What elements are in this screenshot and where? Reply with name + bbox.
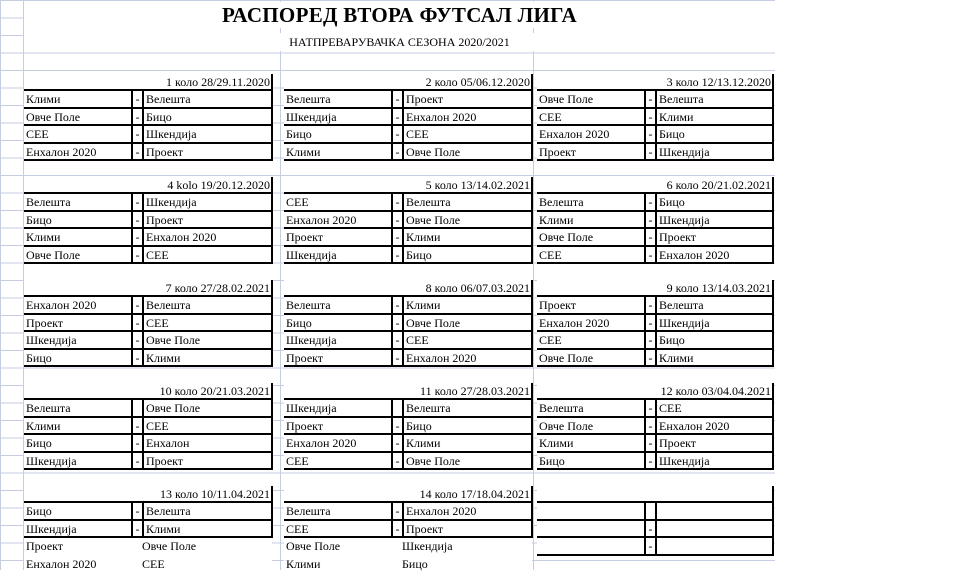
match-separator: - <box>391 453 402 469</box>
match-row <box>537 453 773 471</box>
home-team: Проект <box>284 418 391 434</box>
match-row <box>537 212 773 230</box>
match-separator: - <box>644 126 655 142</box>
round-header: 5 коло 13/14.02.2021 <box>284 177 532 194</box>
match-separator: - <box>644 538 655 554</box>
away-team: Бицо <box>655 194 773 210</box>
match-separator: - <box>644 315 655 331</box>
match-row <box>24 109 272 127</box>
match-separator: - <box>131 521 142 537</box>
match-row <box>284 194 532 212</box>
match-row <box>24 315 272 333</box>
match-separator: - <box>644 418 655 434</box>
home-team: Овче Поле <box>537 418 644 434</box>
home-team: СЕЕ <box>537 332 644 348</box>
round-header: 9 коло 13/14.03.2021 <box>537 280 773 297</box>
match-separator: - <box>391 521 402 537</box>
match-separator: - <box>644 194 655 210</box>
home-team: Бицо <box>24 503 131 519</box>
match-row <box>537 503 773 521</box>
match-separator: - <box>131 332 142 348</box>
away-team: Бицо <box>142 109 272 125</box>
round-header: 3 коло 12/13.12.2020 <box>537 74 773 91</box>
round-header: 7 коло 27/28.02.2021 <box>24 280 272 297</box>
away-team: Бицо <box>402 418 532 434</box>
round-header: 14 коло 17/18.04.2021 <box>284 486 532 503</box>
round-block <box>284 280 532 367</box>
home-team: Клими <box>537 435 644 451</box>
match-separator: - <box>644 91 655 107</box>
away-team: Бицо <box>402 247 532 263</box>
match-row <box>284 350 532 368</box>
round-border <box>772 486 774 556</box>
match-separator: - <box>391 315 402 331</box>
match-row <box>24 126 272 144</box>
gridline <box>533 0 534 570</box>
match-row <box>24 453 272 471</box>
match-separator <box>391 556 400 573</box>
round-block <box>537 280 773 367</box>
match-row <box>24 350 272 368</box>
home-team: Шкендија <box>284 109 391 125</box>
match-row <box>284 400 532 418</box>
away-team: Проект <box>142 453 272 469</box>
match-separator <box>131 538 140 556</box>
round-border <box>271 177 273 264</box>
away-team: Енхалон <box>142 435 272 451</box>
away-team: Енхалон 2020 <box>402 350 532 366</box>
match-separator: - <box>391 229 402 245</box>
home-team: СЕЕ <box>24 126 131 142</box>
round-border <box>531 74 533 161</box>
match-row <box>537 91 773 109</box>
away-team: Шкендија <box>655 212 773 228</box>
match-row <box>24 400 272 418</box>
match-row <box>537 247 773 265</box>
match-row <box>537 109 773 127</box>
away-team <box>655 538 773 554</box>
match-separator: - <box>391 91 402 107</box>
home-team: Бицо <box>284 126 391 142</box>
match-separator: - <box>131 229 142 245</box>
away-team: Овче Поле <box>402 212 532 228</box>
round-header: 1 коло 28/29.11.2020 <box>24 74 272 91</box>
match-separator: - <box>131 435 142 451</box>
home-team <box>537 521 644 537</box>
match-row <box>284 229 532 247</box>
match-separator: - <box>131 91 142 107</box>
away-team: Енхалон 2020 <box>655 418 773 434</box>
match-separator: - <box>644 453 655 469</box>
round-border <box>271 486 273 538</box>
round-block <box>537 74 773 161</box>
round-block <box>24 280 272 367</box>
match-row <box>24 538 272 556</box>
match-separator: - <box>391 418 402 434</box>
match-row <box>24 297 272 315</box>
match-row <box>24 556 272 573</box>
match-separator: - <box>644 212 655 228</box>
home-team: Клими <box>24 229 131 245</box>
match-separator: - <box>644 435 655 451</box>
home-team: Овче Поле <box>284 538 391 556</box>
match-separator <box>131 400 142 416</box>
round-block <box>24 486 272 573</box>
away-team: Бицо <box>655 126 773 142</box>
round-border <box>271 383 273 470</box>
away-team: Клими <box>655 350 773 366</box>
away-team: Клими <box>655 109 773 125</box>
round-border <box>271 280 273 367</box>
round-header: 12 коло 03/04.04.2021 <box>537 383 773 400</box>
round-header: 13 коло 10/11.04.2021 <box>24 486 272 503</box>
match-row <box>24 144 272 162</box>
round-block <box>24 74 272 161</box>
round-border <box>772 74 774 161</box>
round-border <box>772 280 774 367</box>
home-team <box>537 538 644 554</box>
match-row <box>24 332 272 350</box>
match-row <box>24 212 272 230</box>
round-border <box>531 383 533 470</box>
round-block <box>284 74 532 161</box>
round-border <box>531 280 533 367</box>
away-team: Проект <box>402 91 532 107</box>
match-separator: - <box>391 247 402 263</box>
home-team: Овче Поле <box>24 247 131 263</box>
away-team: Овче Поле <box>142 400 272 416</box>
match-separator: - <box>131 212 142 228</box>
match-separator: - <box>644 350 655 366</box>
away-team: Овче Поле <box>142 332 272 348</box>
match-row <box>537 126 773 144</box>
away-team: Енхалон 2020 <box>402 109 532 125</box>
away-team: Бицо <box>400 556 532 573</box>
match-row <box>537 521 773 539</box>
match-separator <box>391 538 400 556</box>
page-subtitle: НАТПРЕВАРУВАЧКА СЕЗОНА 2020/2021 <box>24 33 775 51</box>
round-block <box>284 486 532 573</box>
away-team: СЕЕ <box>402 126 532 142</box>
match-separator: - <box>131 194 142 210</box>
round-header: 8 коло 06/07.03.2021 <box>284 280 532 297</box>
match-separator: - <box>131 315 142 331</box>
away-team: Проект <box>142 144 272 160</box>
match-separator: - <box>131 453 142 469</box>
away-team: СЕЕ <box>142 315 272 331</box>
match-separator: - <box>131 247 142 263</box>
match-separator: - <box>644 400 655 416</box>
match-separator: - <box>131 418 142 434</box>
match-row <box>284 538 532 556</box>
away-team: Шкендија <box>655 453 773 469</box>
away-team: Шкендија <box>655 144 773 160</box>
match-separator: - <box>131 144 142 160</box>
home-team: СЕЕ <box>284 521 391 537</box>
away-team: Енхалон 2020 <box>142 229 272 245</box>
home-team: Овче Поле <box>537 91 644 107</box>
match-row <box>284 297 532 315</box>
match-row <box>24 418 272 436</box>
away-team: Велешта <box>142 91 272 107</box>
round-block <box>537 177 773 264</box>
round-border <box>271 74 273 161</box>
home-team: Велешта <box>24 400 131 416</box>
home-team: СЕЕ <box>537 109 644 125</box>
match-row <box>537 350 773 368</box>
away-team: Шкендија <box>142 194 272 210</box>
away-team: Клими <box>142 350 272 366</box>
home-team: Клими <box>284 556 391 573</box>
match-separator <box>644 503 655 519</box>
round-header <box>537 486 773 503</box>
away-team: Енхалон 2020 <box>655 247 773 263</box>
match-separator: - <box>131 297 142 313</box>
round-block <box>537 383 773 470</box>
home-team: Проект <box>537 297 644 313</box>
home-team: Енхалон 2020 <box>284 212 391 228</box>
away-team: Проект <box>655 435 773 451</box>
match-row <box>284 418 532 436</box>
home-team: Велешта <box>284 503 391 519</box>
home-team: Клими <box>24 418 131 434</box>
match-separator: - <box>644 521 655 537</box>
match-row <box>284 212 532 230</box>
home-team: Клими <box>537 212 644 228</box>
away-team: Проект <box>655 229 773 245</box>
round-border <box>772 383 774 470</box>
match-row <box>537 400 773 418</box>
home-team: Бицо <box>24 350 131 366</box>
match-separator: - <box>644 247 655 263</box>
match-separator: - <box>391 350 402 366</box>
away-team: Шкендија <box>400 538 532 556</box>
away-team: Велешта <box>655 297 773 313</box>
home-team: СЕЕ <box>284 194 391 210</box>
match-separator: - <box>644 297 655 313</box>
home-team: СЕЕ <box>284 453 391 469</box>
match-row <box>537 144 773 162</box>
away-team: Проект <box>142 212 272 228</box>
home-team: Клими <box>284 144 391 160</box>
home-team: Шкендија <box>24 332 131 348</box>
match-row <box>284 315 532 333</box>
home-team: Шкендија <box>24 453 131 469</box>
match-row <box>537 297 773 315</box>
match-row <box>284 435 532 453</box>
away-team: СЕЕ <box>142 247 272 263</box>
away-team: СЕЕ <box>402 332 532 348</box>
home-team: СЕЕ <box>537 247 644 263</box>
round-header: 11 коло 27/28.03.2021 <box>284 383 532 400</box>
round-block <box>537 486 773 556</box>
match-separator: - <box>391 194 402 210</box>
round-block <box>24 383 272 470</box>
home-team: Проект <box>24 538 131 556</box>
home-team: Проект <box>24 315 131 331</box>
home-team: Шкендија <box>284 400 391 416</box>
home-team: Бицо <box>24 212 131 228</box>
match-row <box>24 503 272 521</box>
home-team: Проект <box>537 144 644 160</box>
match-separator: - <box>644 144 655 160</box>
home-team: Бицо <box>24 435 131 451</box>
away-team: Овче Поле <box>140 538 272 556</box>
away-team: Проект <box>402 521 532 537</box>
away-team: Енхалон 2020 <box>402 503 532 519</box>
home-team: Шкендија <box>284 247 391 263</box>
home-team: Шкендија <box>24 521 131 537</box>
away-team: Овче Поле <box>402 144 532 160</box>
match-separator: - <box>391 144 402 160</box>
match-row <box>284 332 532 350</box>
match-row <box>24 247 272 265</box>
round-block <box>284 177 532 264</box>
match-row <box>24 91 272 109</box>
match-row <box>537 332 773 350</box>
home-team: Овче Поле <box>537 350 644 366</box>
match-separator: - <box>391 332 402 348</box>
round-header: 6 коло 20/21.02.2021 <box>537 177 773 194</box>
away-team: Велешта <box>142 503 272 519</box>
match-row <box>284 503 532 521</box>
match-row <box>284 144 532 162</box>
away-team: Шкендија <box>655 315 773 331</box>
home-team: Енхалон 2020 <box>24 144 131 160</box>
match-row <box>284 126 532 144</box>
round-border <box>531 177 533 264</box>
home-team: Енхалон 2020 <box>284 435 391 451</box>
home-team: Енхалон 2020 <box>24 556 131 573</box>
home-team: Велешта <box>537 194 644 210</box>
home-team: Клими <box>24 91 131 107</box>
away-team: СЕЕ <box>140 556 272 573</box>
round-header: 2 коло 05/06.12.2020 <box>284 74 532 91</box>
home-team: Проект <box>284 350 391 366</box>
match-separator <box>391 400 402 416</box>
match-separator: - <box>131 126 142 142</box>
away-team: Овче Поле <box>402 453 532 469</box>
home-team: Велешта <box>284 297 391 313</box>
match-row <box>24 229 272 247</box>
away-team: Велешта <box>655 91 773 107</box>
home-team: Шкендија <box>284 332 391 348</box>
empty-area <box>775 0 960 570</box>
match-separator: - <box>391 503 402 519</box>
away-team: Бицо <box>655 332 773 348</box>
match-separator <box>131 556 140 573</box>
home-team: Овче Поле <box>537 229 644 245</box>
match-separator: - <box>391 435 402 451</box>
match-separator: - <box>644 109 655 125</box>
match-row <box>24 521 272 539</box>
away-team: Велешта <box>402 194 532 210</box>
match-row <box>537 538 773 556</box>
round-block <box>284 383 532 470</box>
away-team: СЕЕ <box>142 418 272 434</box>
match-row <box>537 315 773 333</box>
away-team: Велешта <box>142 297 272 313</box>
home-team: Бицо <box>537 453 644 469</box>
match-row <box>537 418 773 436</box>
match-separator: - <box>391 212 402 228</box>
round-border <box>531 486 533 538</box>
match-separator: - <box>131 109 142 125</box>
page-title: РАСПОРЕД ВТОРА ФУТСАЛ ЛИГА <box>24 2 775 28</box>
match-separator: - <box>644 332 655 348</box>
match-row <box>284 556 532 573</box>
home-team <box>537 503 644 519</box>
home-team: Велешта <box>537 400 644 416</box>
match-separator: - <box>391 126 402 142</box>
match-row <box>284 453 532 471</box>
match-row <box>284 521 532 539</box>
home-team: Бицо <box>284 315 391 331</box>
match-separator: - <box>131 350 142 366</box>
away-team: Клими <box>402 435 532 451</box>
away-team <box>655 503 773 519</box>
match-separator: - <box>391 297 402 313</box>
home-team: Енхалон 2020 <box>24 297 131 313</box>
match-row <box>537 229 773 247</box>
match-row <box>537 194 773 212</box>
match-row <box>284 91 532 109</box>
away-team: Шкендија <box>142 126 272 142</box>
away-team: Клими <box>402 229 532 245</box>
match-separator: - <box>644 229 655 245</box>
match-separator: - <box>391 109 402 125</box>
away-team: Овче Поле <box>402 315 532 331</box>
away-team: Велешта <box>402 400 532 416</box>
home-team: Велешта <box>284 91 391 107</box>
round-header: 4 kolo 19/20.12.2020 <box>24 177 272 194</box>
away-team: Клими <box>402 297 532 313</box>
match-row <box>24 194 272 212</box>
away-team: СЕЕ <box>655 400 773 416</box>
match-row <box>537 435 773 453</box>
gridline <box>280 0 281 570</box>
away-team <box>655 521 773 537</box>
round-border <box>772 177 774 264</box>
match-row <box>24 435 272 453</box>
round-header: 10 коло 20/21.03.2021 <box>24 383 272 400</box>
home-team: Велешта <box>24 194 131 210</box>
home-team: Проект <box>284 229 391 245</box>
away-team: Клими <box>142 521 272 537</box>
home-team: Овче Поле <box>24 109 131 125</box>
round-block <box>24 177 272 264</box>
home-team: Енхалон 2020 <box>537 315 644 331</box>
match-row <box>284 247 532 265</box>
match-separator: - <box>131 503 142 519</box>
home-team: Енхалон 2020 <box>537 126 644 142</box>
match-row <box>284 109 532 127</box>
